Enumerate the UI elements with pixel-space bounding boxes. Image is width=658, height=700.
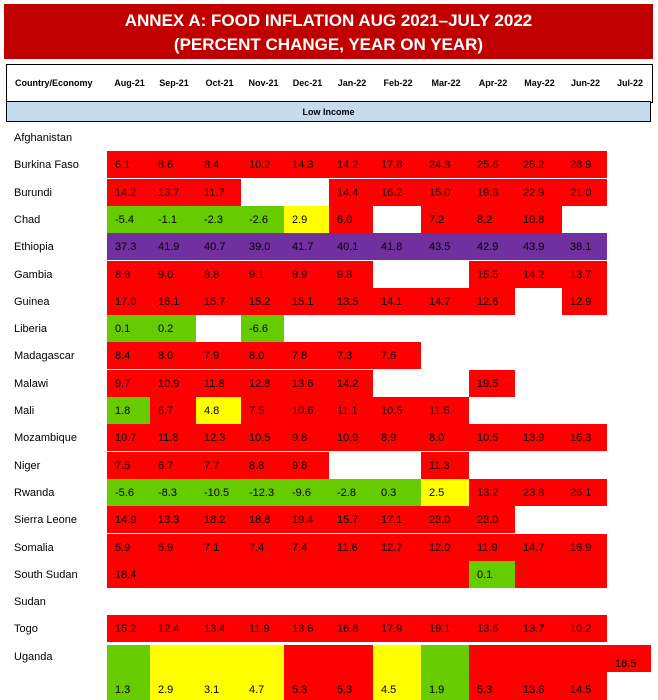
country-name: Mozambique — [14, 431, 77, 444]
value-cell: -2.3 — [196, 206, 241, 233]
value-cell: 17.1 — [373, 506, 421, 533]
country-name: Sudan — [14, 595, 46, 608]
value-cell: 8.2 — [469, 206, 515, 233]
value-cell: 14.3 — [284, 151, 329, 178]
value-cell: 11.8 — [150, 424, 196, 451]
value-cell: 19.4 — [284, 506, 329, 533]
month-header: Sep-21 — [159, 78, 189, 88]
value-cell: 16.3 — [562, 424, 607, 451]
value-cell: 43.5 — [421, 233, 469, 260]
country-name: Somalia — [14, 541, 54, 554]
value-cell: 12.6 — [469, 288, 515, 315]
value-cell: -10.5 — [196, 479, 241, 506]
table-header — [6, 64, 653, 103]
value-cell: 13.7 — [562, 261, 607, 288]
value-cell: 5.9 — [150, 534, 196, 561]
value-cell: 15.2 — [107, 615, 150, 642]
country-column-header: Country/Economy — [15, 78, 93, 88]
country-name: Liberia — [14, 322, 48, 335]
value-cell: 13.3 — [150, 506, 196, 533]
value-cell: 7.5 — [107, 452, 150, 479]
value-cell: 10.6 — [284, 397, 329, 424]
value-cell: 3.1 — [196, 645, 241, 700]
value-cell: 15.7 — [196, 288, 241, 315]
month-header: Apr-22 — [478, 78, 508, 88]
value-cell: 9.9 — [284, 261, 329, 288]
title-line-1: ANNEX A: FOOD INFLATION AUG 2021–JULY 2022 — [124, 11, 533, 30]
country-name: Rwanda — [14, 486, 55, 499]
value-cell: 12.8 — [241, 370, 284, 397]
value-cell: 22.9 — [515, 179, 562, 206]
value-cell: 41.9 — [150, 233, 196, 260]
title-banner — [4, 4, 653, 59]
value-cell: 7.6 — [373, 342, 421, 369]
value-cell: 8.0 — [150, 342, 196, 369]
income-group-band: Low Income — [6, 101, 651, 122]
value-cell: 10.5 — [469, 424, 515, 451]
value-cell: 16.5 — [607, 645, 651, 672]
month-header: Feb-22 — [383, 78, 413, 88]
value-cell: 11.8 — [196, 370, 241, 397]
value-cell: 6.1 — [107, 151, 150, 178]
value-cell: 24.3 — [421, 151, 469, 178]
value-cell: 40.1 — [329, 233, 373, 260]
value-cell — [196, 561, 241, 588]
value-cell: 43.9 — [515, 233, 562, 260]
value-cell: 12.3 — [196, 424, 241, 451]
value-cell: 4.5 — [373, 645, 421, 700]
value-cell: 5.3 — [284, 645, 329, 700]
value-cell: 18.4 — [107, 561, 150, 588]
value-cell: 1.3 — [107, 645, 150, 700]
value-cell: 11.5 — [421, 397, 469, 424]
value-cell: 8.9 — [107, 261, 150, 288]
value-cell: 14.1 — [373, 288, 421, 315]
country-name: Madagascar — [14, 349, 75, 362]
value-cell: 13.7 — [515, 615, 562, 642]
value-cell: 14.7 — [515, 534, 562, 561]
month-header: Mar-22 — [431, 78, 461, 88]
country-name: Mali — [14, 404, 35, 417]
value-cell: 28.9 — [562, 151, 607, 178]
value-cell: 39.0 — [241, 233, 284, 260]
month-header: May-22 — [524, 78, 555, 88]
country-name: South Sudan — [14, 568, 78, 581]
value-cell: 17.0 — [107, 288, 150, 315]
value-cell — [150, 561, 196, 588]
value-cell: 15.0 — [421, 179, 469, 206]
value-cell: 15.2 — [241, 288, 284, 315]
country-name: Malawi — [14, 377, 49, 390]
value-cell: 7.2 — [421, 206, 469, 233]
value-cell: 11.7 — [196, 179, 241, 206]
value-cell: 1.9 — [421, 645, 469, 700]
value-cell: 16.1 — [150, 288, 196, 315]
value-cell: 7.1 — [196, 534, 241, 561]
value-cell: 12.7 — [373, 534, 421, 561]
month-header: Aug- 21 — [114, 78, 145, 88]
value-cell: 19.3 — [469, 179, 515, 206]
country-name: Burundi — [14, 186, 52, 199]
country-name: Chad — [14, 213, 41, 226]
value-cell — [329, 561, 373, 588]
value-cell: 0.2 — [150, 315, 196, 342]
value-cell: 11.9 — [469, 534, 515, 561]
value-cell: 8.6 — [150, 151, 196, 178]
value-cell: 15.7 — [329, 506, 373, 533]
value-cell: 14.4 — [329, 179, 373, 206]
value-cell: 14.2 — [329, 151, 373, 178]
country-name: Guinea — [14, 295, 50, 308]
value-cell: 13.9 — [515, 424, 562, 451]
value-cell: 2.5 — [421, 479, 469, 506]
value-cell: 10.8 — [515, 206, 562, 233]
value-cell: 18.8 — [241, 506, 284, 533]
value-cell — [562, 561, 607, 588]
value-cell: -12.3 — [241, 479, 284, 506]
value-cell: 9.8 — [329, 261, 373, 288]
value-cell: 11.6 — [329, 534, 373, 561]
value-cell: 4.8 — [196, 397, 241, 424]
value-cell: 12.4 — [150, 615, 196, 642]
value-cell — [515, 561, 562, 588]
value-cell: 15.1 — [284, 288, 329, 315]
month-header: Oct-21 — [205, 78, 234, 88]
value-cell: -2.6 — [241, 206, 284, 233]
value-cell: 14.9 — [107, 506, 150, 533]
value-cell: 13.2 — [469, 479, 515, 506]
value-cell: 10.2 — [241, 151, 284, 178]
value-cell: 18.2 — [196, 506, 241, 533]
value-cell: 1.8 — [107, 397, 150, 424]
value-cell: 4.7 — [241, 645, 284, 700]
value-cell: 8.8 — [241, 452, 284, 479]
value-cell: 8.0 — [421, 424, 469, 451]
value-cell: 21.0 — [562, 179, 607, 206]
month-header: Nov- 21 — [248, 78, 279, 88]
value-cell: 14.2 — [329, 370, 373, 397]
value-cell: 10.7 — [107, 424, 150, 451]
value-cell: -5.6 — [107, 479, 150, 506]
value-cell: 7.4 — [284, 534, 329, 561]
value-cell: 42.9 — [469, 233, 515, 260]
value-cell: 8.4 — [107, 342, 150, 369]
value-cell: 6.0 — [329, 206, 373, 233]
value-cell: 17.9 — [373, 615, 421, 642]
value-cell: 13.4 — [196, 615, 241, 642]
value-cell: 7.5 — [241, 397, 284, 424]
country-name: Sierra Leone — [14, 513, 77, 526]
value-cell: 16.8 — [329, 615, 373, 642]
value-cell: 13.6 — [469, 615, 515, 642]
country-name: Uganda — [14, 650, 53, 663]
value-cell: 19.1 — [421, 615, 469, 642]
value-cell: 23.0 — [469, 506, 515, 533]
value-cell: 38.1 — [562, 233, 607, 260]
month-header: Jul-22 — [616, 78, 643, 88]
value-cell: 14.7 — [421, 288, 469, 315]
value-cell: 14.5 — [562, 645, 607, 700]
value-cell: 15.5 — [469, 261, 515, 288]
value-cell: 9.7 — [107, 370, 150, 397]
value-cell: -9.6 — [284, 479, 329, 506]
value-cell: 9.8 — [284, 452, 329, 479]
value-cell: 0.1 — [107, 315, 150, 342]
value-cell: 13.6 — [284, 615, 329, 642]
value-cell: 0.3 — [373, 479, 421, 506]
value-cell — [373, 561, 421, 588]
title-line-2: (PERCENT CHANGE, YEAR ON YEAR) — [173, 35, 484, 54]
month-header: Jun-22 — [570, 78, 600, 88]
value-cell: 19.5 — [469, 370, 515, 397]
value-cell: -1.1 — [150, 206, 196, 233]
value-cell: 9.8 — [284, 424, 329, 451]
value-cell: 41.8 — [373, 233, 421, 260]
value-cell: 23.8 — [515, 479, 562, 506]
value-cell: 6.7 — [150, 452, 196, 479]
country-name: Ethiopia — [14, 240, 54, 253]
country-name: Burkina Faso — [14, 158, 79, 171]
value-cell — [421, 561, 469, 588]
value-cell: 5.3 — [469, 645, 515, 700]
value-cell: -6.6 — [241, 315, 284, 342]
value-cell: 37.3 — [107, 233, 150, 260]
value-cell: -5.4 — [107, 206, 150, 233]
value-cell: 7.4 — [241, 534, 284, 561]
value-cell: 2.9 — [284, 206, 329, 233]
value-cell: 13.6 — [284, 370, 329, 397]
value-cell: 10.2 — [562, 615, 607, 642]
value-cell: 17.8 — [373, 151, 421, 178]
value-cell: 7.8 — [284, 342, 329, 369]
value-cell: 7.3 — [329, 342, 373, 369]
value-cell: 7.7 — [196, 452, 241, 479]
value-cell: 14.2 — [515, 261, 562, 288]
value-cell: 6.7 — [150, 397, 196, 424]
value-cell: 10.5 — [241, 424, 284, 451]
value-cell: 11.9 — [241, 615, 284, 642]
value-cell: 16.2 — [373, 179, 421, 206]
value-cell: 12.0 — [421, 534, 469, 561]
value-cell: 25.6 — [469, 151, 515, 178]
country-name: Niger — [14, 459, 41, 472]
value-cell: 8.8 — [196, 261, 241, 288]
value-cell: 16.9 — [562, 534, 607, 561]
country-name: Togo — [14, 622, 38, 635]
value-cell: 26.1 — [562, 479, 607, 506]
value-cell: 5.9 — [107, 534, 150, 561]
value-cell: 40.7 — [196, 233, 241, 260]
value-cell: 10.5 — [373, 397, 421, 424]
value-cell: 8.9 — [373, 424, 421, 451]
value-cell: 9.1 — [241, 261, 284, 288]
value-cell: 11.1 — [329, 397, 373, 424]
value-cell: 13.6 — [515, 645, 562, 700]
value-cell: 23.0 — [421, 506, 469, 533]
value-cell: 7.9 — [196, 342, 241, 369]
value-cell: 8.4 — [196, 151, 241, 178]
value-cell: 13.7 — [150, 179, 196, 206]
value-cell: 25.2 — [515, 151, 562, 178]
value-cell: 2.9 — [150, 645, 196, 700]
value-cell: 41.7 — [284, 233, 329, 260]
value-cell: 0.1 — [469, 561, 515, 588]
value-cell: 8.0 — [241, 342, 284, 369]
country-name: Gambia — [14, 268, 53, 281]
value-cell: 5.3 — [329, 645, 373, 700]
value-cell: 9.0 — [150, 261, 196, 288]
value-cell: 14.2 — [107, 179, 150, 206]
value-cell: 10.9 — [150, 370, 196, 397]
value-cell: 11.3 — [421, 452, 469, 479]
month-header: Jan-22 — [337, 78, 367, 88]
value-cell: 12.9 — [562, 288, 607, 315]
value-cell: 13.5 — [329, 288, 373, 315]
value-cell — [284, 561, 329, 588]
value-cell: 10.9 — [329, 424, 373, 451]
value-cell — [241, 561, 284, 588]
value-cell: -8.3 — [150, 479, 196, 506]
country-name: Afghanistan — [14, 131, 73, 144]
month-header: Dec-21 — [292, 78, 323, 88]
value-cell: -2.8 — [329, 479, 373, 506]
